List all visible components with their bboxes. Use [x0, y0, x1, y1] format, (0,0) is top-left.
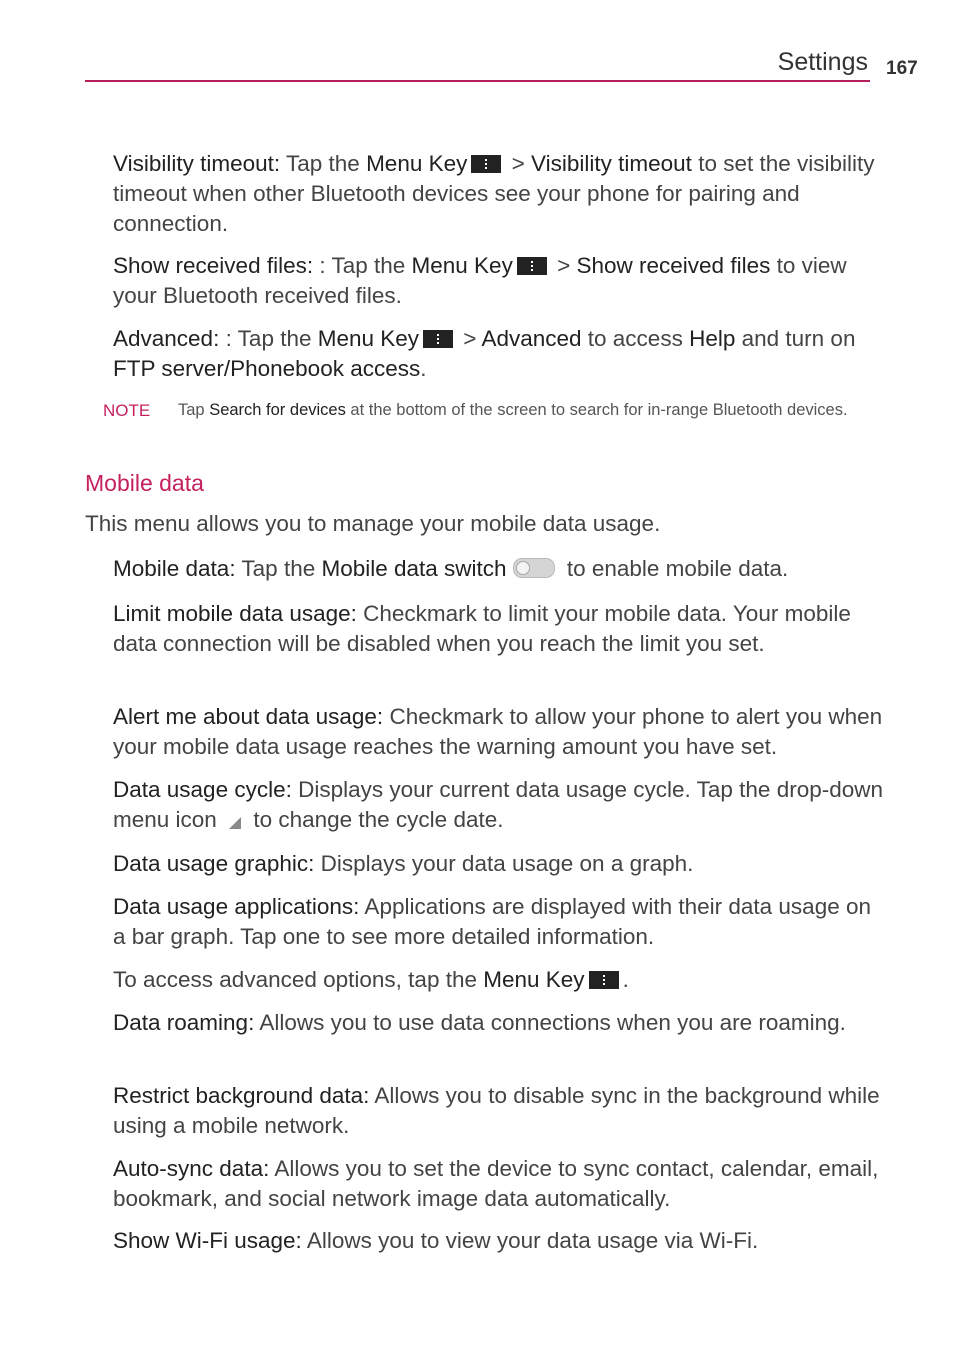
text: > [550, 253, 577, 278]
menu-key-label: Menu Key [411, 253, 513, 278]
text: to enable mobile data. [560, 556, 789, 581]
text: to set the visibility timeout when other Bluetooth devices see your phone for pairing and connection. [113, 151, 875, 236]
text: > [505, 151, 532, 176]
switch-label: Mobile data switch [321, 556, 507, 581]
mobile-data-intro: This menu allows you to manage your mobile data usage. [85, 511, 661, 536]
advanced-options-paragraph [113, 965, 883, 995]
term: Restrict background data: [113, 1083, 370, 1108]
term: Limit mobile data usage: [113, 601, 357, 626]
text: Allows you to disable sync in the background while using a mobile network. [113, 1083, 880, 1138]
text: Allows you to view your data usage via Wi-Fi. [301, 1228, 759, 1253]
page-number: 167 [886, 58, 918, 79]
text: Applications are displayed with their data usage on a bar graph. Tap one to see more detailed information. [113, 894, 872, 949]
header-divider [85, 80, 870, 82]
text: at the bottom of the screen to search for in-range Bluetooth devices. [345, 401, 848, 419]
term: Data usage graphic: [113, 851, 315, 876]
text: to access [581, 326, 690, 351]
note-label: NOTE [103, 401, 151, 420]
text: : Tap the [219, 326, 318, 351]
text: > [457, 326, 482, 351]
alert-usage-paragraph [113, 702, 883, 762]
term: Mobile data: [113, 556, 236, 581]
text: Displays your data usage on a graph. [314, 851, 694, 876]
text: Checkmark to allow your phone to alert you when your mobile data usage reaches the warning amount you have set. [113, 704, 883, 759]
text: To access advanced options, tap the [113, 967, 484, 992]
section-title-mobile-data: Mobile data [85, 470, 204, 496]
text: Allows you to set the device to sync contact, calendar, email, bookmark, and social network image data automatically. [113, 1156, 879, 1211]
auto-sync-paragraph [113, 1154, 883, 1214]
term: Data usage applications: [113, 894, 360, 919]
visibility-timeout-paragraph [113, 149, 883, 239]
term: Auto-sync data: [113, 1156, 270, 1181]
menu-key-icon [589, 971, 619, 989]
help-label: Help [689, 326, 736, 351]
header-title: Settings [777, 48, 868, 76]
term: Advanced: [113, 326, 220, 351]
term: Data usage cycle: [113, 777, 292, 802]
note-text [178, 398, 858, 423]
target-label: Show received files [576, 253, 771, 278]
menu-key-label: Menu Key [317, 326, 420, 351]
menu-key-label: Menu Key [366, 151, 468, 176]
menu-key-icon [471, 155, 501, 173]
text: and turn on [735, 326, 856, 351]
text: : Tap the [313, 253, 412, 278]
menu-key-icon [423, 330, 453, 348]
usage-graphic-paragraph [113, 849, 883, 879]
text: Tap [178, 401, 210, 419]
term: Visibility timeout: [113, 151, 281, 176]
menu-key-label: Menu Key [483, 967, 585, 992]
toggle-switch-icon [513, 558, 555, 578]
advanced-paragraph [113, 324, 883, 384]
wifi-usage-paragraph [113, 1226, 883, 1256]
ftp-label: FTP server/Phonebook access [113, 356, 421, 381]
text: . [622, 967, 629, 992]
text: to view your Bluetooth received files. [113, 253, 847, 308]
text: . [420, 356, 427, 381]
term: Data roaming: [113, 1010, 255, 1035]
text: Displays your current data usage cycle. Tap the drop-down menu icon [113, 777, 884, 832]
term: Show received files: [113, 253, 314, 278]
dropdown-menu-icon [229, 817, 241, 829]
menu-key-icon [517, 257, 547, 275]
term: Alert me about data usage: [113, 704, 384, 729]
text: to change the cycle date. [247, 807, 504, 832]
target-label: Visibility timeout [531, 151, 692, 176]
text: Allows you to use data connections when you are roaming. [254, 1010, 846, 1035]
show-received-files-paragraph [113, 251, 883, 311]
search-for-devices-label: Search for devices [209, 401, 346, 419]
restrict-background-paragraph [113, 1081, 883, 1141]
target-label: Advanced [481, 326, 582, 351]
limit-usage-paragraph [113, 599, 883, 659]
data-roaming-paragraph [113, 1008, 883, 1038]
term: Show Wi-Fi usage: [113, 1228, 302, 1253]
usage-applications-paragraph [113, 892, 883, 952]
usage-cycle-paragraph [113, 775, 883, 835]
text: Checkmark to limit your mobile data. Your mobile data connection will be disabled when you reach the limit you set. [113, 601, 851, 656]
text: Tap the [280, 151, 367, 176]
text: Tap the [235, 556, 322, 581]
mobile-data-paragraph [113, 554, 883, 584]
